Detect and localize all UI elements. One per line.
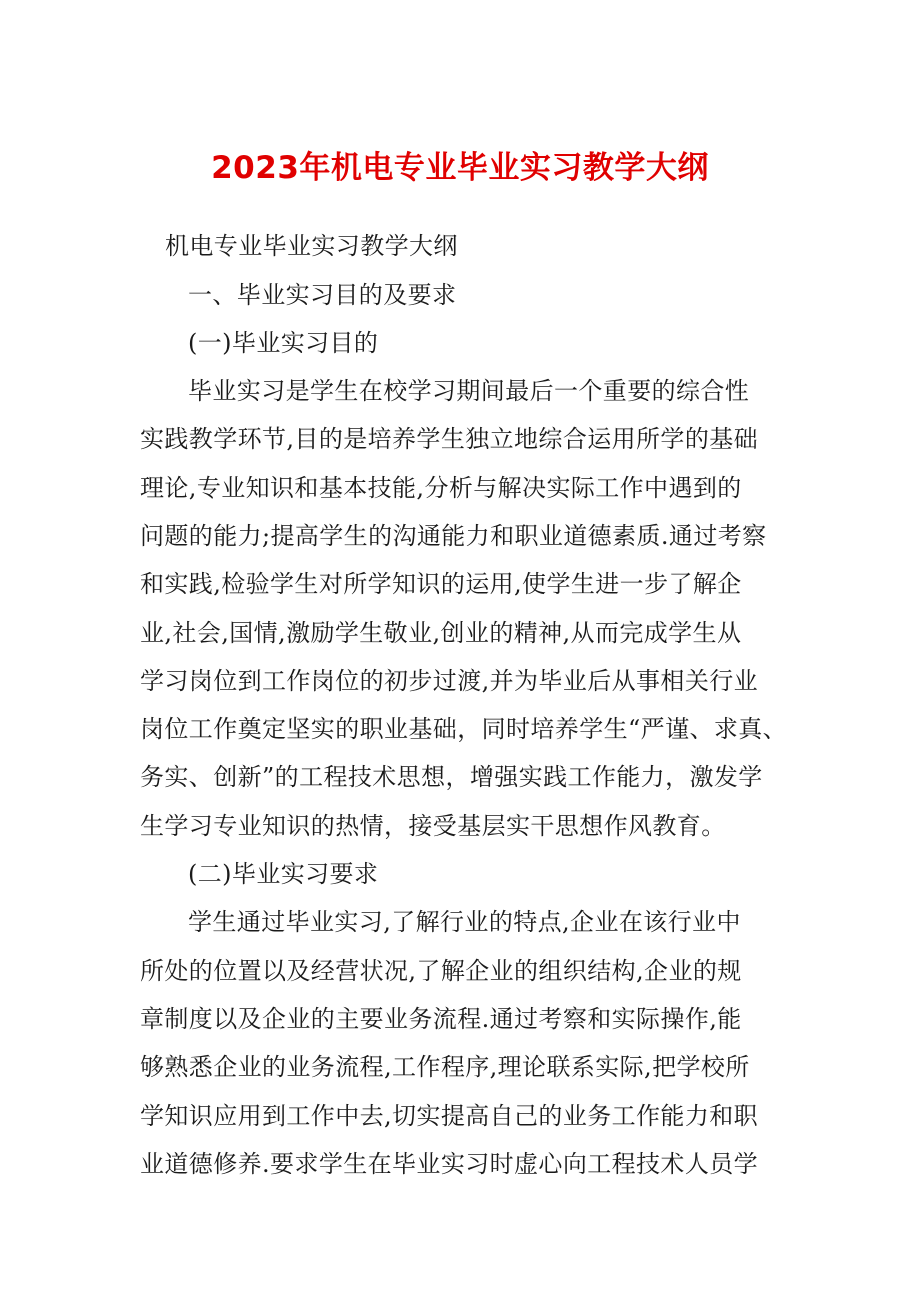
- paragraph-line: 学知识应用到工作中去,切实提高自己的业务工作能力和职: [140, 1102, 759, 1130]
- paragraph-line: 所处的位置以及经营状况,了解企业的组织结构,企业的规: [140, 957, 742, 985]
- paragraph-line: 务实、创新”的工程技术思想，增强实践工作能力，激发学: [140, 763, 763, 791]
- paragraph-line: 够熟悉企业的业务流程,工作程序,理论联系实际,把学校所: [140, 1053, 750, 1081]
- paragraph-line: 岗位工作奠定坚实的职业基础，同时培养学生“严谨、求真、: [140, 715, 788, 743]
- subtitle-line: 机电专业毕业实习教学大纲: [165, 232, 458, 260]
- paragraph-line: 问题的能力;提高学生的沟通能力和职业道德素质.通过考察: [140, 522, 767, 550]
- paragraph-line: 和实践,检验学生对所学知识的运用,使学生进一步了解企: [140, 570, 742, 598]
- subsection-heading: (二)毕业实习要求: [188, 860, 379, 888]
- paragraph-line: 生学习专业知识的热情，接受基层实干思想作风教育。: [140, 812, 726, 840]
- paragraph-line: 毕业实习是学生在校学习期间最后一个重要的综合性: [188, 377, 750, 405]
- subsection-heading: (一)毕业实习目的: [188, 329, 379, 357]
- paragraph-line: 业,社会,国情,激励学生敬业,创业的精神,从而完成学生从: [140, 619, 742, 647]
- paragraph-line: 理论,专业知识和基本技能,分析与解决实际工作中遇到的: [140, 474, 742, 502]
- paragraph-line: 学习岗位到工作岗位的初步过渡,并为毕业后从事相关行业: [140, 667, 759, 695]
- section-heading: 一、毕业实习目的及要求: [188, 281, 457, 309]
- paragraph-line: 实践教学环节,目的是培养学生独立地综合运用所学的基础: [140, 425, 759, 453]
- paragraph-line: 业道德修养.要求学生在毕业实习时虚心向工程技术人员学: [140, 1150, 759, 1178]
- paragraph-line: 章制度以及企业的主要业务流程.通过考察和实际操作,能: [140, 1005, 742, 1033]
- paragraph-line: 学生通过毕业实习,了解行业的特点,企业在该行业中: [188, 908, 741, 936]
- document-title: 2023年机电专业毕业实习教学大纲: [211, 150, 709, 186]
